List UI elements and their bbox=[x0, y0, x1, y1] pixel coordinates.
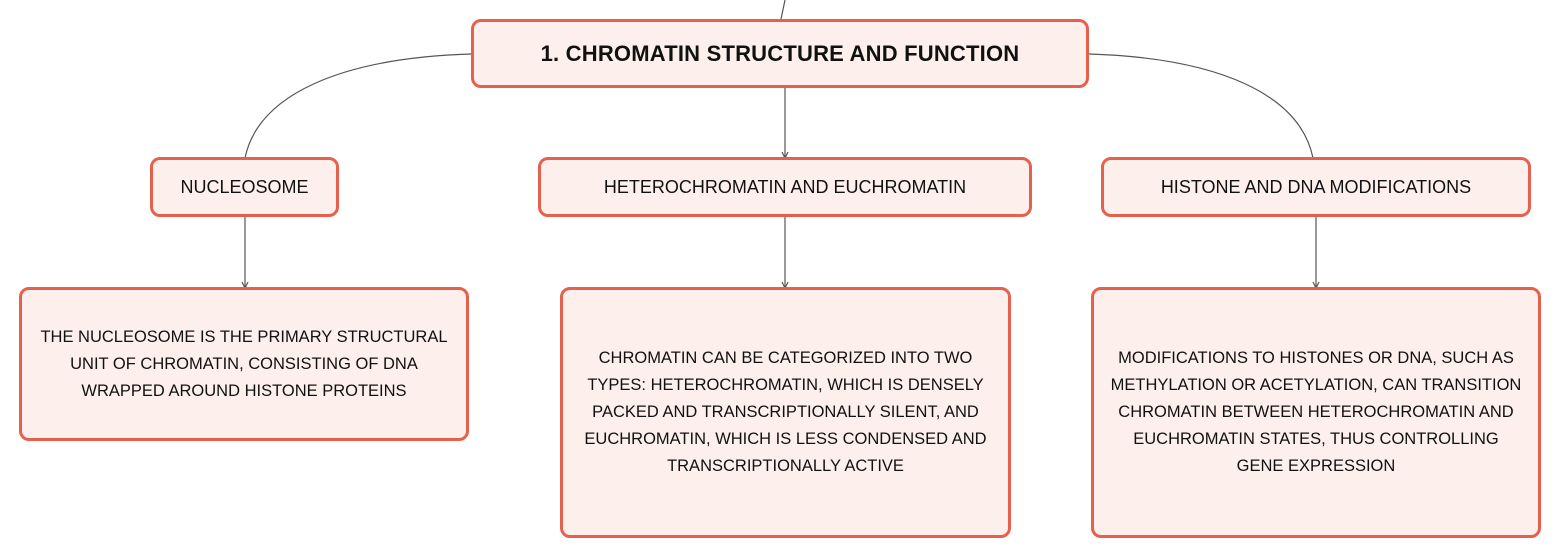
connector-root-to-modifications bbox=[1089, 54, 1313, 158]
detail-heterochromatin-euchromatin[interactable] bbox=[560, 287, 1011, 538]
root-topic[interactable] bbox=[471, 19, 1089, 88]
branch-histone-dna-modifications-label: HISTONE AND DNA MODIFICATIONS bbox=[1160, 176, 1472, 197]
connector-root-to-nucleosome bbox=[245, 54, 471, 158]
branch-heterochromatin-euchromatin[interactable] bbox=[538, 157, 1032, 217]
detail-histone-dna-modifications[interactable] bbox=[1091, 287, 1541, 538]
branch-nucleosome-label: NUCLEOSOME bbox=[180, 176, 309, 197]
connector-incoming bbox=[781, 0, 785, 19]
detail-heterochromatin-euchromatin-text: CHROMATIN CAN BE CATEGORIZED INTO TWO TYPES: HETEROCHROMATIN, WHICH IS DENSELY PACKED AND TRANSCRIPTIONALLY SILENT, AND EUCHROMATIN, WHICH IS LESS CONDENSED AND TRANSCRIPTIONALLY ACTIVE bbox=[584, 349, 987, 475]
branch-heterochromatin-euchromatin-label: HETEROCHROMATIN AND EUCHROMATIN bbox=[603, 176, 967, 197]
detail-nucleosome[interactable] bbox=[19, 287, 469, 441]
root-topic-label: 1. CHROMATIN STRUCTURE AND FUNCTION bbox=[540, 40, 1020, 66]
detail-nucleosome-text: THE NUCLEOSOME IS THE PRIMARY STRUCTURAL UNIT OF CHROMATIN, CONSISTING OF DNA WRAPPED AROUND HISTONE PROTEINS bbox=[40, 327, 448, 400]
branch-nucleosome[interactable] bbox=[150, 157, 339, 217]
branch-histone-dna-modifications[interactable] bbox=[1101, 157, 1531, 217]
detail-histone-dna-modifications-text: MODIFICATIONS TO HISTONES OR DNA, SUCH AS METHYLATION OR ACETYLATION, CAN TRANSITION CHROMATIN BETWEEN HETEROCHROMATIN AND EUCHROMATIN STATES, THUS CONTROLLING GENE EXPRESSION bbox=[1110, 349, 1522, 475]
